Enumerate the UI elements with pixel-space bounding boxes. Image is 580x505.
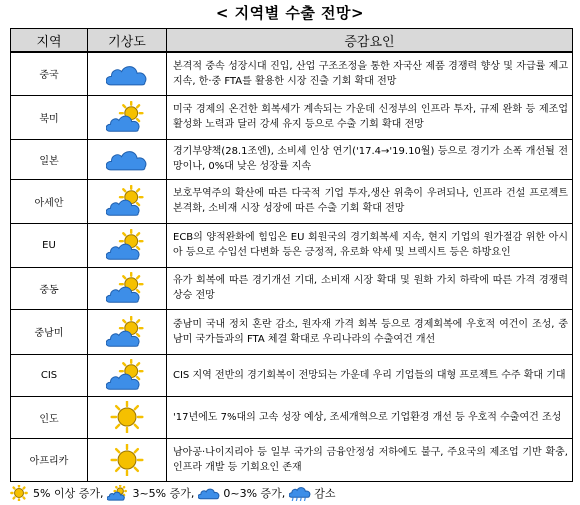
table-row (11, 438, 573, 481)
reason-cell: 본격적 중속 성장시대 진입, 산업 구조조정을 통한 자국산 제품 경쟁력 향상 및 자급률 제고 지속, 한·중 FTA를 활용한 시장 진출 기회 확대 전망 (167, 52, 573, 95)
sun-icon (8, 485, 30, 501)
sun-cloud-icon (106, 316, 148, 348)
cloud-icon (106, 58, 148, 90)
weather-cell (88, 52, 167, 95)
reason-cell: 중남미 국내 정치 혼란 감소, 원자재 가격 회복 등으로 경제회복에 우호적 여건이 조성, 중남미 국가들과의 FTA 체결 확대로 우리나라의 수출여건 개선 (167, 309, 573, 354)
table-row (11, 95, 573, 139)
sun-cloud-icon (106, 101, 148, 133)
sun-icon (106, 401, 148, 433)
reason-cell: '17년에도 7%대의 고속 성장 예상, 조세개혁으로 기업환경 개선 등 우호적 수출여건 조성 (167, 396, 573, 438)
sun-cloud-icon (106, 185, 148, 217)
weather-cell (88, 95, 167, 139)
region-cell: EU (11, 223, 88, 267)
region-cell: 아세안 (11, 179, 88, 223)
legend (8, 485, 340, 501)
header-region: 지역 (11, 29, 88, 53)
sun-cloud-icon (106, 272, 148, 304)
sun-cloud-icon (106, 359, 148, 391)
legend-item (289, 485, 335, 501)
page-title: < 지역별 수출 전망> (215, 4, 365, 22)
sun-icon (106, 444, 148, 476)
weather-cell (88, 309, 167, 354)
table-row (11, 267, 573, 309)
reason-cell: 남아공·나이지리아 등 일부 국가의 금융안정성 저하에도 불구, 주요국의 제조업 기반 확충, 인프라 개발 등 기회요인 존재 (167, 438, 573, 481)
header-weather: 기상도 (88, 29, 167, 53)
sun-cloud-icon (106, 229, 148, 261)
reason-cell: CIS 지역 전반의 경기회복이 전망되는 가운데 우리 기업들의 대형 프로젝트 수주 확대 기대 (167, 354, 573, 396)
weather-cell (88, 223, 167, 267)
table-header-row (11, 29, 573, 53)
table-row (11, 139, 573, 179)
table-row (11, 179, 573, 223)
region-cell: 일본 (11, 139, 88, 179)
table-row (11, 309, 573, 354)
region-cell: CIS (11, 354, 88, 396)
legend-label: 감소 (314, 487, 336, 500)
cloud-icon (106, 143, 148, 175)
legend-item (107, 485, 194, 501)
weather-cell (88, 267, 167, 309)
table-row (11, 396, 573, 438)
table-body (11, 52, 573, 481)
region-cell: 북미 (11, 95, 88, 139)
region-cell: 아프리카 (11, 438, 88, 481)
cloud-icon (198, 485, 220, 501)
reason-cell: 경기부양책(28.1조엔), 소비세 인상 연기('17.4→'19.10월) 등으로 경기가 소폭 개선될 전망이나, 0%대 낮은 성장률 지속 (167, 139, 573, 179)
region-cell: 중남미 (11, 309, 88, 354)
region-cell: 중국 (11, 52, 88, 95)
header-reason: 증감요인 (167, 29, 573, 53)
sun-cloud-icon (107, 485, 129, 501)
table-row (11, 52, 573, 95)
legend-item (8, 485, 103, 501)
weather-cell (88, 354, 167, 396)
weather-cell (88, 438, 167, 481)
rain-cloud-icon (289, 485, 311, 501)
legend-label: 0~3% 증가, (223, 487, 286, 500)
legend-label: 3~5% 증가, (132, 487, 195, 500)
reason-cell: ECB의 양적완화에 힘입은 EU 회원국의 경기회복세 지속, 현지 기업의 원가절감 위한 아시아 등으로 수입선 다변화 등은 긍정적, 유로화 약세 및 브렉시트 등은 하방요인 (167, 223, 573, 267)
region-cell: 중동 (11, 267, 88, 309)
weather-cell (88, 396, 167, 438)
reason-cell: 보호무역주의 확산에 따른 다국적 기업 투자,생산 위축이 우려되나, 인프라 건설 프로젝트 본격화, 소비재 시장 성장에 따른 수출 기회 확대 전망 (167, 179, 573, 223)
reason-cell: 미국 경제의 온건한 회복세가 계속되는 가운데 신정부의 인프라 투자, 규제 완화 등 제조업 활성화 노력과 달러 강세 유지 등으로 수출 기회 확대 전망 (167, 95, 573, 139)
table-row (11, 223, 573, 267)
legend-item (198, 485, 285, 501)
region-cell: 인도 (11, 396, 88, 438)
weather-cell (88, 179, 167, 223)
legend-label: 5% 이상 증가, (33, 487, 104, 500)
table-row (11, 354, 573, 396)
weather-cell (88, 139, 167, 179)
reason-cell: 유가 회복에 따른 경기개선 기대, 소비재 시장 확대 및 원화 가치 하락에 따른 가격 경쟁력 상승 전망 (167, 267, 573, 309)
export-outlook-table (10, 28, 573, 482)
